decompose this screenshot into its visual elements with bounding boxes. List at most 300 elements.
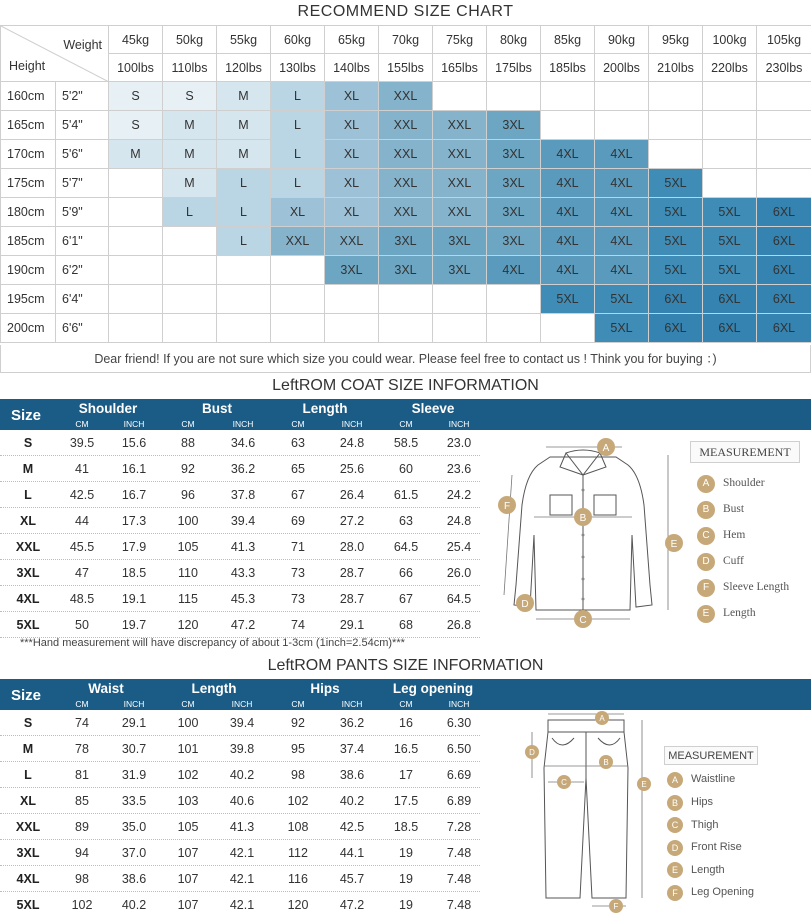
size-cell: [109, 256, 163, 285]
recommend-corner-cell: [1, 26, 109, 82]
coat-unit-inch: INCH: [123, 419, 145, 429]
size-cell: 6XL: [649, 285, 703, 314]
pants-title: LeftROM PANTS SIZE INFORMATION: [267, 657, 544, 674]
coat-cell: 16.1: [121, 462, 147, 476]
coat-legend-label: Bust: [723, 503, 745, 516]
size-cell: [109, 314, 163, 343]
coat-cell: 68: [399, 618, 413, 632]
coat-cell: 42.5: [69, 488, 95, 502]
coat-cell: 66: [399, 566, 413, 580]
height-ft: 6'1": [56, 227, 109, 256]
size-cell: L: [217, 198, 271, 227]
coat-legend-label: Hem: [723, 529, 746, 542]
size-cell: [649, 140, 703, 169]
height-ft: 5'2": [56, 82, 109, 111]
size-cell: 6XL: [703, 314, 757, 343]
pants-cell: 98: [75, 872, 89, 886]
size-cell: 4XL: [541, 140, 595, 169]
pants-cell: 7.48: [446, 898, 472, 912]
size-cell: 6XL: [757, 285, 811, 314]
size-cell: 6XL: [757, 256, 811, 285]
pants-cell: 30.7: [121, 742, 147, 756]
size-cell: 5XL: [703, 198, 757, 227]
coat-diagram-f: F: [503, 501, 511, 512]
size-cell: [163, 285, 217, 314]
weight-lbs-header: 165lbs: [433, 54, 487, 82]
pants-row: [0, 736, 480, 762]
coat-row-size: S: [23, 436, 33, 450]
coat-legend-circle: D: [697, 553, 715, 571]
size-cell: XXL: [379, 169, 433, 198]
pants-row-size: XXL: [15, 820, 41, 834]
size-cell: 6XL: [703, 285, 757, 314]
recommend-row: [1, 169, 811, 198]
height-ft: 6'6": [56, 314, 109, 343]
pants-unit-cm: CM: [399, 699, 413, 709]
pants-cell: 39.8: [229, 742, 255, 756]
pants-legend-title: MEASUREMENT: [664, 746, 758, 765]
pants-cell: 19: [399, 872, 413, 886]
size-cell: 3XL: [433, 227, 487, 256]
pants-cell: 6.30: [446, 716, 472, 730]
pants-cell: 103: [177, 794, 199, 808]
size-cell: 5XL: [703, 227, 757, 256]
pants-cell: 102: [71, 898, 93, 912]
size-cell: XXL: [379, 140, 433, 169]
size-cell: 4XL: [595, 227, 649, 256]
pants-header-bar: [0, 679, 811, 710]
weight-kg-header: 85kg: [541, 26, 595, 54]
size-cell: XL: [325, 82, 379, 111]
pants-row: [0, 788, 480, 814]
coat-diagram-e: E: [670, 539, 678, 550]
size-cell: XL: [325, 111, 379, 140]
coat-cell: 44: [75, 514, 89, 528]
size-cell: 4XL: [595, 198, 649, 227]
coat-cell: 43.3: [230, 566, 256, 580]
size-cell: 5XL: [649, 198, 703, 227]
pants-row: [0, 710, 480, 736]
coat-unit-cm: CM: [181, 419, 195, 429]
pants-col-3: Leg opening: [392, 681, 474, 696]
height-cm: 170cm: [1, 140, 56, 169]
size-cell: 5XL: [595, 285, 649, 314]
size-cell: 3XL: [433, 256, 487, 285]
recommend-title: RECOMMEND SIZE CHART: [297, 3, 514, 20]
pants-row: [0, 840, 480, 866]
size-cell: M: [163, 169, 217, 198]
size-cell: S: [109, 111, 163, 140]
pants-cell: 107: [177, 846, 199, 860]
coat-cell: 19.1: [121, 592, 147, 606]
weight-lbs-header: 140lbs: [325, 54, 379, 82]
size-cell: [109, 169, 163, 198]
coat-cell: 58.5: [393, 436, 419, 450]
coat-cell: 19.7: [121, 618, 147, 632]
coat-legend-label: Shoulder: [723, 477, 765, 490]
pants-cell: 81: [75, 768, 89, 782]
coat-cell: 28.0: [339, 540, 365, 554]
size-cell: [109, 227, 163, 256]
pants-cell: 39.4: [229, 716, 255, 730]
size-cell: [271, 314, 325, 343]
pants-cell: 16.5: [393, 742, 419, 756]
size-cell: [433, 314, 487, 343]
coat-diagram-b: B: [579, 513, 587, 524]
pants-cell: 37.4: [339, 742, 365, 756]
coat-cell: 50: [75, 618, 89, 632]
pants-row-size: XL: [20, 794, 36, 808]
size-cell: M: [217, 140, 271, 169]
height-ft: 5'9": [56, 198, 109, 227]
pants-cell: 85: [75, 794, 89, 808]
pants-cell: 107: [177, 872, 199, 886]
pants-cell: 40.2: [121, 898, 147, 912]
pants-cell: 120: [287, 898, 309, 912]
coat-row: [0, 456, 480, 482]
weight-lbs-header: 100lbs: [109, 54, 163, 82]
coat-row: [0, 586, 480, 612]
size-cell: 3XL: [487, 227, 541, 256]
size-cell: [109, 285, 163, 314]
pants-cell: 31.9: [121, 768, 147, 782]
size-cell: M: [109, 140, 163, 169]
pants-cell: 17: [399, 768, 413, 782]
pants-unit-cm: CM: [75, 699, 89, 709]
coat-cell: 39.5: [69, 436, 95, 450]
coat-size-header: Size: [11, 407, 42, 424]
coat-cell: 48.5: [69, 592, 95, 606]
pants-legend-label: Thigh: [691, 818, 719, 831]
size-cell: [487, 285, 541, 314]
recommend-row: [1, 82, 811, 111]
coat-cell: 24.2: [446, 488, 472, 502]
pants-cell: 29.1: [121, 716, 147, 730]
coat-cell: 63: [291, 436, 305, 450]
pants-cell: 116: [288, 872, 308, 886]
coat-legend-label: Cuff: [723, 555, 744, 568]
size-cell: S: [109, 82, 163, 111]
weight-kg-header: 45kg: [109, 26, 163, 54]
pants-legend-label: Waistline: [691, 773, 736, 786]
size-cell: [433, 285, 487, 314]
size-cell: 3XL: [325, 256, 379, 285]
size-cell: 4XL: [541, 256, 595, 285]
size-cell: [541, 314, 595, 343]
size-cell: XL: [271, 198, 325, 227]
coat-row: [0, 430, 480, 456]
coat-cell: 105: [177, 540, 199, 554]
height-cm: 175cm: [1, 169, 56, 198]
height-cm: 195cm: [1, 285, 56, 314]
size-cell: L: [271, 111, 325, 140]
coat-legend-label: Sleeve Length: [723, 581, 790, 594]
recommend-size-table: [0, 25, 811, 343]
pants-cell: 102: [287, 794, 309, 808]
coat-cell: 24.8: [339, 436, 365, 450]
coat-row: [0, 534, 480, 560]
pants-cell: 33.5: [121, 794, 147, 808]
coat-cell: 28.7: [339, 566, 365, 580]
coat-cell: 28.7: [339, 592, 365, 606]
coat-cell: 92: [181, 462, 195, 476]
coat-unit-cm: CM: [399, 419, 413, 429]
pants-row-size: 5XL: [16, 898, 40, 912]
pants-cell: 100: [177, 716, 199, 730]
height-cm: 190cm: [1, 256, 56, 285]
size-cell: [217, 314, 271, 343]
coat-row-size: XXL: [15, 540, 41, 554]
weight-kg-header: 90kg: [595, 26, 649, 54]
size-cell: XXL: [433, 198, 487, 227]
coat-cell: 47.2: [230, 618, 256, 632]
size-cell: [433, 82, 487, 111]
coat-cell: 100: [177, 514, 199, 528]
pants-legend-label: Length: [691, 863, 725, 876]
pants-unit-cm: CM: [181, 699, 195, 709]
coat-cell: 45.3: [230, 592, 256, 606]
coat-col-0: Shoulder: [78, 401, 138, 416]
pants-diagram-b: B: [603, 758, 609, 767]
size-cell: [325, 314, 379, 343]
weight-lbs-header: 200lbs: [595, 54, 649, 82]
weight-kg-header: 95kg: [649, 26, 703, 54]
size-cell: [703, 169, 757, 198]
pants-legend-label: Hips: [691, 795, 714, 808]
pants-cell: 44.1: [339, 846, 365, 860]
coat-cell: 26.4: [339, 488, 365, 502]
pants-cell: 40.6: [229, 794, 255, 808]
size-cell: [271, 256, 325, 285]
weight-kg-header: 75kg: [433, 26, 487, 54]
size-cell: 4XL: [487, 256, 541, 285]
pants-cell: 95: [291, 742, 305, 756]
pants-cell: 89: [75, 820, 89, 834]
weight-lbs-header: 220lbs: [703, 54, 757, 82]
size-cell: 4XL: [595, 169, 649, 198]
recommend-note: Dear friend! If you are not sure which size you could wear. Please feel free to contact us ! Think you for buying ：): [0, 345, 811, 373]
weight-kg-header: 50kg: [163, 26, 217, 54]
size-cell: L: [271, 140, 325, 169]
coat-diagram-a: A: [602, 443, 610, 454]
pants-cell: 40.2: [339, 794, 365, 808]
size-cell: M: [163, 140, 217, 169]
recommend-row: [1, 140, 811, 169]
size-cell: [379, 285, 433, 314]
coat-col-1: Bust: [202, 401, 232, 416]
size-cell: [163, 256, 217, 285]
coat-diagram-c: C: [579, 615, 587, 626]
coat-cell: 63: [399, 514, 413, 528]
coat-legend-title: MEASUREMENT: [690, 441, 800, 463]
pants-cell: 42.1: [229, 846, 255, 860]
size-cell: XL: [325, 198, 379, 227]
coat-cell: 17.3: [121, 514, 147, 528]
size-cell: 5XL: [649, 227, 703, 256]
recommend-row: [1, 256, 811, 285]
pants-diagram-d: D: [529, 748, 535, 757]
weight-kg-header: 60kg: [271, 26, 325, 54]
weight-lbs-header: 185lbs: [541, 54, 595, 82]
pants-size-header: Size: [11, 687, 42, 704]
pants-cell: 38.6: [121, 872, 147, 886]
coat-cell: 67: [291, 488, 305, 502]
pants-cell: 47.2: [339, 898, 365, 912]
coat-row: [0, 508, 480, 534]
weight-label: Weight: [63, 38, 102, 52]
size-cell: [757, 111, 811, 140]
recommend-row: [1, 314, 811, 343]
pants-cell: 112: [288, 846, 308, 860]
pants-row: [0, 814, 480, 840]
pants-unit-inch: INCH: [123, 699, 145, 709]
coat-title: LeftROM COAT SIZE INFORMATION: [272, 377, 539, 394]
pants-legend-circle: D: [667, 840, 683, 856]
size-cell: [217, 285, 271, 314]
size-cell: [109, 198, 163, 227]
size-cell: L: [271, 169, 325, 198]
weight-lbs-header: 210lbs: [649, 54, 703, 82]
pants-cell: 42.5: [339, 820, 365, 834]
pants-cell: 6.89: [446, 794, 472, 808]
weight-kg-header: 70kg: [379, 26, 433, 54]
pants-cell: 42.1: [229, 872, 255, 886]
pants-row: [0, 892, 480, 917]
coat-cell: 24.8: [446, 514, 472, 528]
coat-cell: 88: [181, 436, 195, 450]
pants-cell: 102: [177, 768, 199, 782]
size-cell: 6XL: [757, 198, 811, 227]
size-cell: 6XL: [649, 314, 703, 343]
pants-unit-inch: INCH: [341, 699, 363, 709]
pants-cell: 74: [75, 716, 89, 730]
size-cell: [757, 169, 811, 198]
size-cell: 4XL: [595, 256, 649, 285]
size-cell: 4XL: [541, 198, 595, 227]
size-cell: [163, 314, 217, 343]
coat-diagram: [490, 435, 690, 630]
pants-diagram-e: E: [641, 780, 647, 789]
pants-row-size: M: [22, 742, 34, 756]
pants-cell: 98: [291, 768, 305, 782]
coat-cell: 67: [399, 592, 413, 606]
pants-cell: 7.48: [446, 872, 472, 886]
coat-row-size: 4XL: [16, 592, 40, 606]
pants-legend-label: Front Rise: [691, 841, 742, 854]
height-ft: 6'4": [56, 285, 109, 314]
height-cm: 165cm: [1, 111, 56, 140]
size-cell: [541, 82, 595, 111]
coat-cell: 26.0: [446, 566, 472, 580]
pants-row-size: S: [23, 716, 33, 730]
size-cell: XL: [325, 169, 379, 198]
height-ft: 5'6": [56, 140, 109, 169]
size-cell: L: [217, 169, 271, 198]
coat-cell: 16.7: [121, 488, 147, 502]
pants-col-0: Waist: [88, 681, 124, 696]
coat-cell: 25.6: [339, 462, 365, 476]
size-cell: [217, 256, 271, 285]
size-cell: 6XL: [757, 227, 811, 256]
coat-unit-cm: CM: [291, 419, 305, 429]
size-cell: [541, 111, 595, 140]
size-cell: [595, 111, 649, 140]
coat-legend-circle: F: [697, 579, 715, 597]
coat-cell: 73: [291, 592, 305, 606]
size-cell: 4XL: [595, 140, 649, 169]
pants-cell: 19: [399, 898, 413, 912]
size-cell: [271, 285, 325, 314]
size-cell: [379, 314, 433, 343]
pants-cell: 78: [75, 742, 89, 756]
coat-diagram-d: D: [521, 599, 529, 610]
coat-cell: 41: [75, 462, 89, 476]
pants-col-1: Length: [191, 681, 237, 696]
size-cell: 3XL: [487, 169, 541, 198]
size-cell: 5XL: [649, 169, 703, 198]
size-cell: XXL: [433, 169, 487, 198]
weight-lbs-header: 130lbs: [271, 54, 325, 82]
coat-cell: 45.5: [69, 540, 95, 554]
height-cm: 200cm: [1, 314, 56, 343]
weight-kg-header: 105kg: [757, 26, 811, 54]
size-cell: [703, 140, 757, 169]
coat-cell: 110: [178, 566, 198, 580]
coat-cell: 47: [75, 566, 89, 580]
pants-cell: 38.6: [339, 768, 365, 782]
size-cell: 3XL: [379, 256, 433, 285]
coat-row: [0, 482, 480, 508]
coat-cell: 17.9: [121, 540, 147, 554]
size-cell: [325, 285, 379, 314]
coat-unit-cm: CM: [75, 419, 89, 429]
coat-cell: 34.6: [230, 436, 256, 450]
pants-cell: 36.2: [339, 716, 365, 730]
size-cell: S: [163, 82, 217, 111]
size-cell: [487, 82, 541, 111]
pants-row: [0, 762, 480, 788]
size-cell: 5XL: [595, 314, 649, 343]
size-cell: [163, 227, 217, 256]
pants-diagram-f: F: [613, 902, 619, 911]
pants-row-size: 4XL: [16, 872, 40, 886]
pants-unit-inch: INCH: [231, 699, 253, 709]
size-cell: XXL: [271, 227, 325, 256]
pants-cell: 6.50: [446, 742, 472, 756]
size-cell: 4XL: [541, 227, 595, 256]
pants-legend-circle: B: [667, 795, 683, 811]
coat-col-2: Length: [302, 401, 348, 416]
size-cell: [595, 82, 649, 111]
height-ft: 5'4": [56, 111, 109, 140]
size-cell: M: [217, 111, 271, 140]
coat-unit-inch: INCH: [448, 419, 470, 429]
size-cell: XL: [325, 140, 379, 169]
height-ft: 6'2": [56, 256, 109, 285]
pants-cell: 7.48: [446, 846, 472, 860]
size-cell: 5XL: [541, 285, 595, 314]
pants-cell: 105: [177, 820, 199, 834]
pants-legend-circle: E: [667, 862, 683, 878]
recommend-row: [1, 111, 811, 140]
size-cell: [649, 82, 703, 111]
coat-cell: 61.5: [393, 488, 419, 502]
coat-cell: 29.1: [339, 618, 365, 632]
weight-kg-header: 55kg: [217, 26, 271, 54]
size-cell: [649, 111, 703, 140]
pants-row: [0, 866, 480, 892]
size-cell: 5XL: [649, 256, 703, 285]
